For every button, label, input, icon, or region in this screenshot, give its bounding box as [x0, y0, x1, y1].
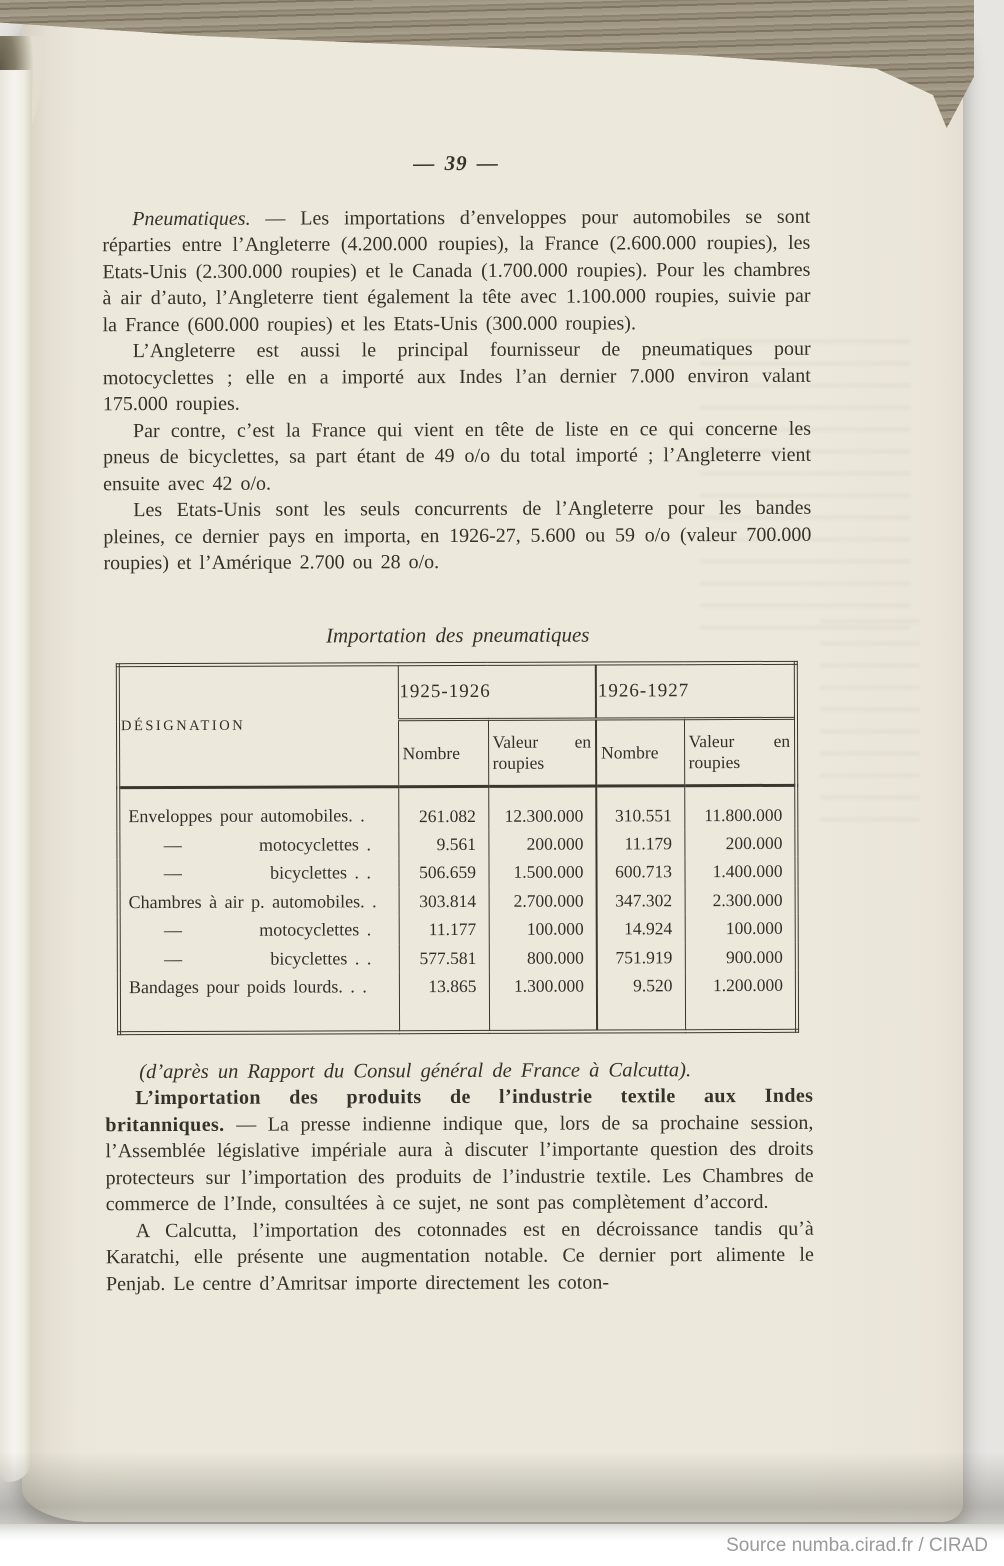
paragraph-pneumatiques-1: [102, 203, 810, 338]
page-bottom-shadow: [0, 1452, 1004, 1528]
column-header-valeur-1: Valeur en roupies: [488, 719, 596, 786]
row-label: motocyclettes .: [258, 833, 371, 855]
cell-nombre: 9.520: [597, 971, 685, 1031]
paragraph-text: — La presse indienne indique que, lors de sa prochaine session, l’Assemblée législative impériale aura à discuter l’importante question des droits protecteurs sur l’importation des produits de l’industrie textile. Les Chambres de commerce de l’Inde, consultées à ce sujet, ne sont pas complètement d’accord.: [105, 1111, 814, 1216]
cell-nombre: 14.924: [597, 914, 685, 943]
ditto-dash: —: [163, 834, 182, 855]
cell-nombre: 9.561: [398, 829, 488, 858]
cell-valeur: 1.400.000: [684, 857, 796, 886]
cell-nombre: 347.302: [597, 886, 685, 915]
page-number: — 39 —: [413, 150, 499, 176]
paragraph-textile-2: A Calcutta, l’importation des cotonnades est en décroissance tandis qu’à Karatchi, elle présente une augmentation notable. Ce dernier port alimente le Penjab. Le centre d’Amritsar importe directement les coton-: [105, 1217, 814, 1295]
row-label: motocyclettes .: [259, 919, 372, 940]
cell-nombre: 506.659: [398, 858, 488, 887]
ditto-dash: —: [163, 919, 183, 941]
row-label: Bandages pour poids lourds. . .: [128, 976, 367, 998]
table-row: [118, 857, 796, 888]
cell-valeur: 200.000: [684, 828, 796, 857]
row-label: Chambres à air p. automobiles. .: [128, 890, 377, 912]
column-header-nombre-1: Nombre: [398, 719, 488, 786]
row-label: bicyclettes . .: [270, 862, 372, 883]
cell-nombre: 577.581: [399, 943, 489, 972]
column-header-valeur-2: Valeur en roupies: [684, 718, 796, 785]
paragraph-pneumatiques-3: Par contre, c’est la France qui vient en tête de liste en ce qui concerne les pneus de bicyclettes, sa part étant de 49 o/o du total importé ; l’Angleterre vient ensuite avec 42 o/o.: [103, 417, 812, 495]
paragraph-textile-1: [105, 1083, 813, 1218]
source-credit: Source numba.cirad.fr / CIRAD: [726, 1535, 988, 1556]
cell-nombre: 600.713: [596, 857, 684, 886]
cell-nombre: 11.177: [399, 915, 489, 944]
column-header-nombre-2: Nombre: [596, 719, 684, 786]
cell-valeur: 2.300.000: [685, 885, 797, 914]
cell-valeur: 800.000: [489, 943, 597, 972]
cell-valeur: 200.000: [488, 829, 596, 858]
paragraph-pneumatiques-4: Les Etats-Unis sont les seuls concurrents de l’Angleterre pour les bandes pleines, ce dernier pays en importa, en 1926-27, 5.600 ou 59 o/o (valeur 700.000 roupies) et l’Amérique 2.700 ou 28 o/o.: [103, 496, 812, 575]
cell-valeur: 1.200.000: [685, 971, 797, 1031]
cell-nombre: 261.082: [398, 786, 488, 829]
cell-valeur: 12.300.000: [488, 786, 596, 829]
cell-valeur: 100.000: [489, 915, 597, 944]
table-title: Importation des pneumatiques: [325, 622, 590, 647]
column-header-year-1926-1927: 1926-1927: [596, 663, 796, 719]
ditto-dash: —: [164, 948, 183, 969]
table-row: [118, 785, 796, 830]
table-row: [118, 828, 796, 859]
cell-nombre: 751.919: [597, 943, 685, 972]
page-content: [102, 149, 814, 1297]
cell-valeur: 1.300.000: [489, 972, 597, 1032]
column-header-year-1925-1926: 1925-1926: [398, 664, 596, 720]
paragraph-lead-word: Pneumatiques.: [132, 207, 251, 230]
imports-table: [116, 661, 799, 1035]
column-header-designation: DÉSIGNATION: [118, 664, 398, 787]
paragraph-pneumatiques-2: L’Angleterre est aussi le principal fournisseur de pneumatiques pour motocyclettes ; elle en a importé aux Indes l’an dernier 7.000 environ valant 175.000 roupies.: [102, 337, 811, 416]
table-row: [119, 885, 797, 916]
cell-nombre: 310.551: [596, 786, 684, 829]
cell-valeur: 900.000: [685, 942, 797, 971]
cell-nombre: 11.179: [596, 829, 684, 858]
cell-valeur: 1.500.000: [488, 858, 596, 887]
table-caption: (d’après un Rapport du Consul général de France à Calcutta).: [139, 1058, 692, 1083]
cell-valeur: 100.000: [685, 914, 797, 943]
table-row: [119, 942, 797, 973]
section-heading: L’importation des produits de l’industrie textile aux Indes britanniques.: [105, 1084, 814, 1136]
paragraph-text: — Les importations d’enveloppes pour automobiles se sont réparties entre l’Angleterre (4.200.000 roupies), la France (2.600.000 roupies), les Etats-Unis (2.300.000 roupies) et le Canada (1.700.000 roupies). Pour les chambres à air d’auto, l’Angleterre tient également la tête avec 1.100.000 roupies, suivie par la France (600.000 roupies) et les Etats-Unis (300.000 roupies).: [102, 205, 811, 336]
page-left-curl: [0, 70, 32, 1482]
ditto-dash: —: [163, 862, 182, 884]
ink-bleed-through: [820, 620, 920, 840]
cell-nombre: 303.814: [399, 886, 489, 915]
row-label: Enveloppes pour automobiles. .: [128, 805, 365, 827]
table-row: [119, 914, 797, 945]
row-label: bicyclettes . .: [270, 947, 372, 969]
cell-valeur: 2.700.000: [489, 886, 597, 915]
cell-valeur: 11.800.000: [684, 785, 796, 828]
cell-nombre: 13.865: [399, 972, 489, 1032]
table-row: [119, 971, 797, 1033]
